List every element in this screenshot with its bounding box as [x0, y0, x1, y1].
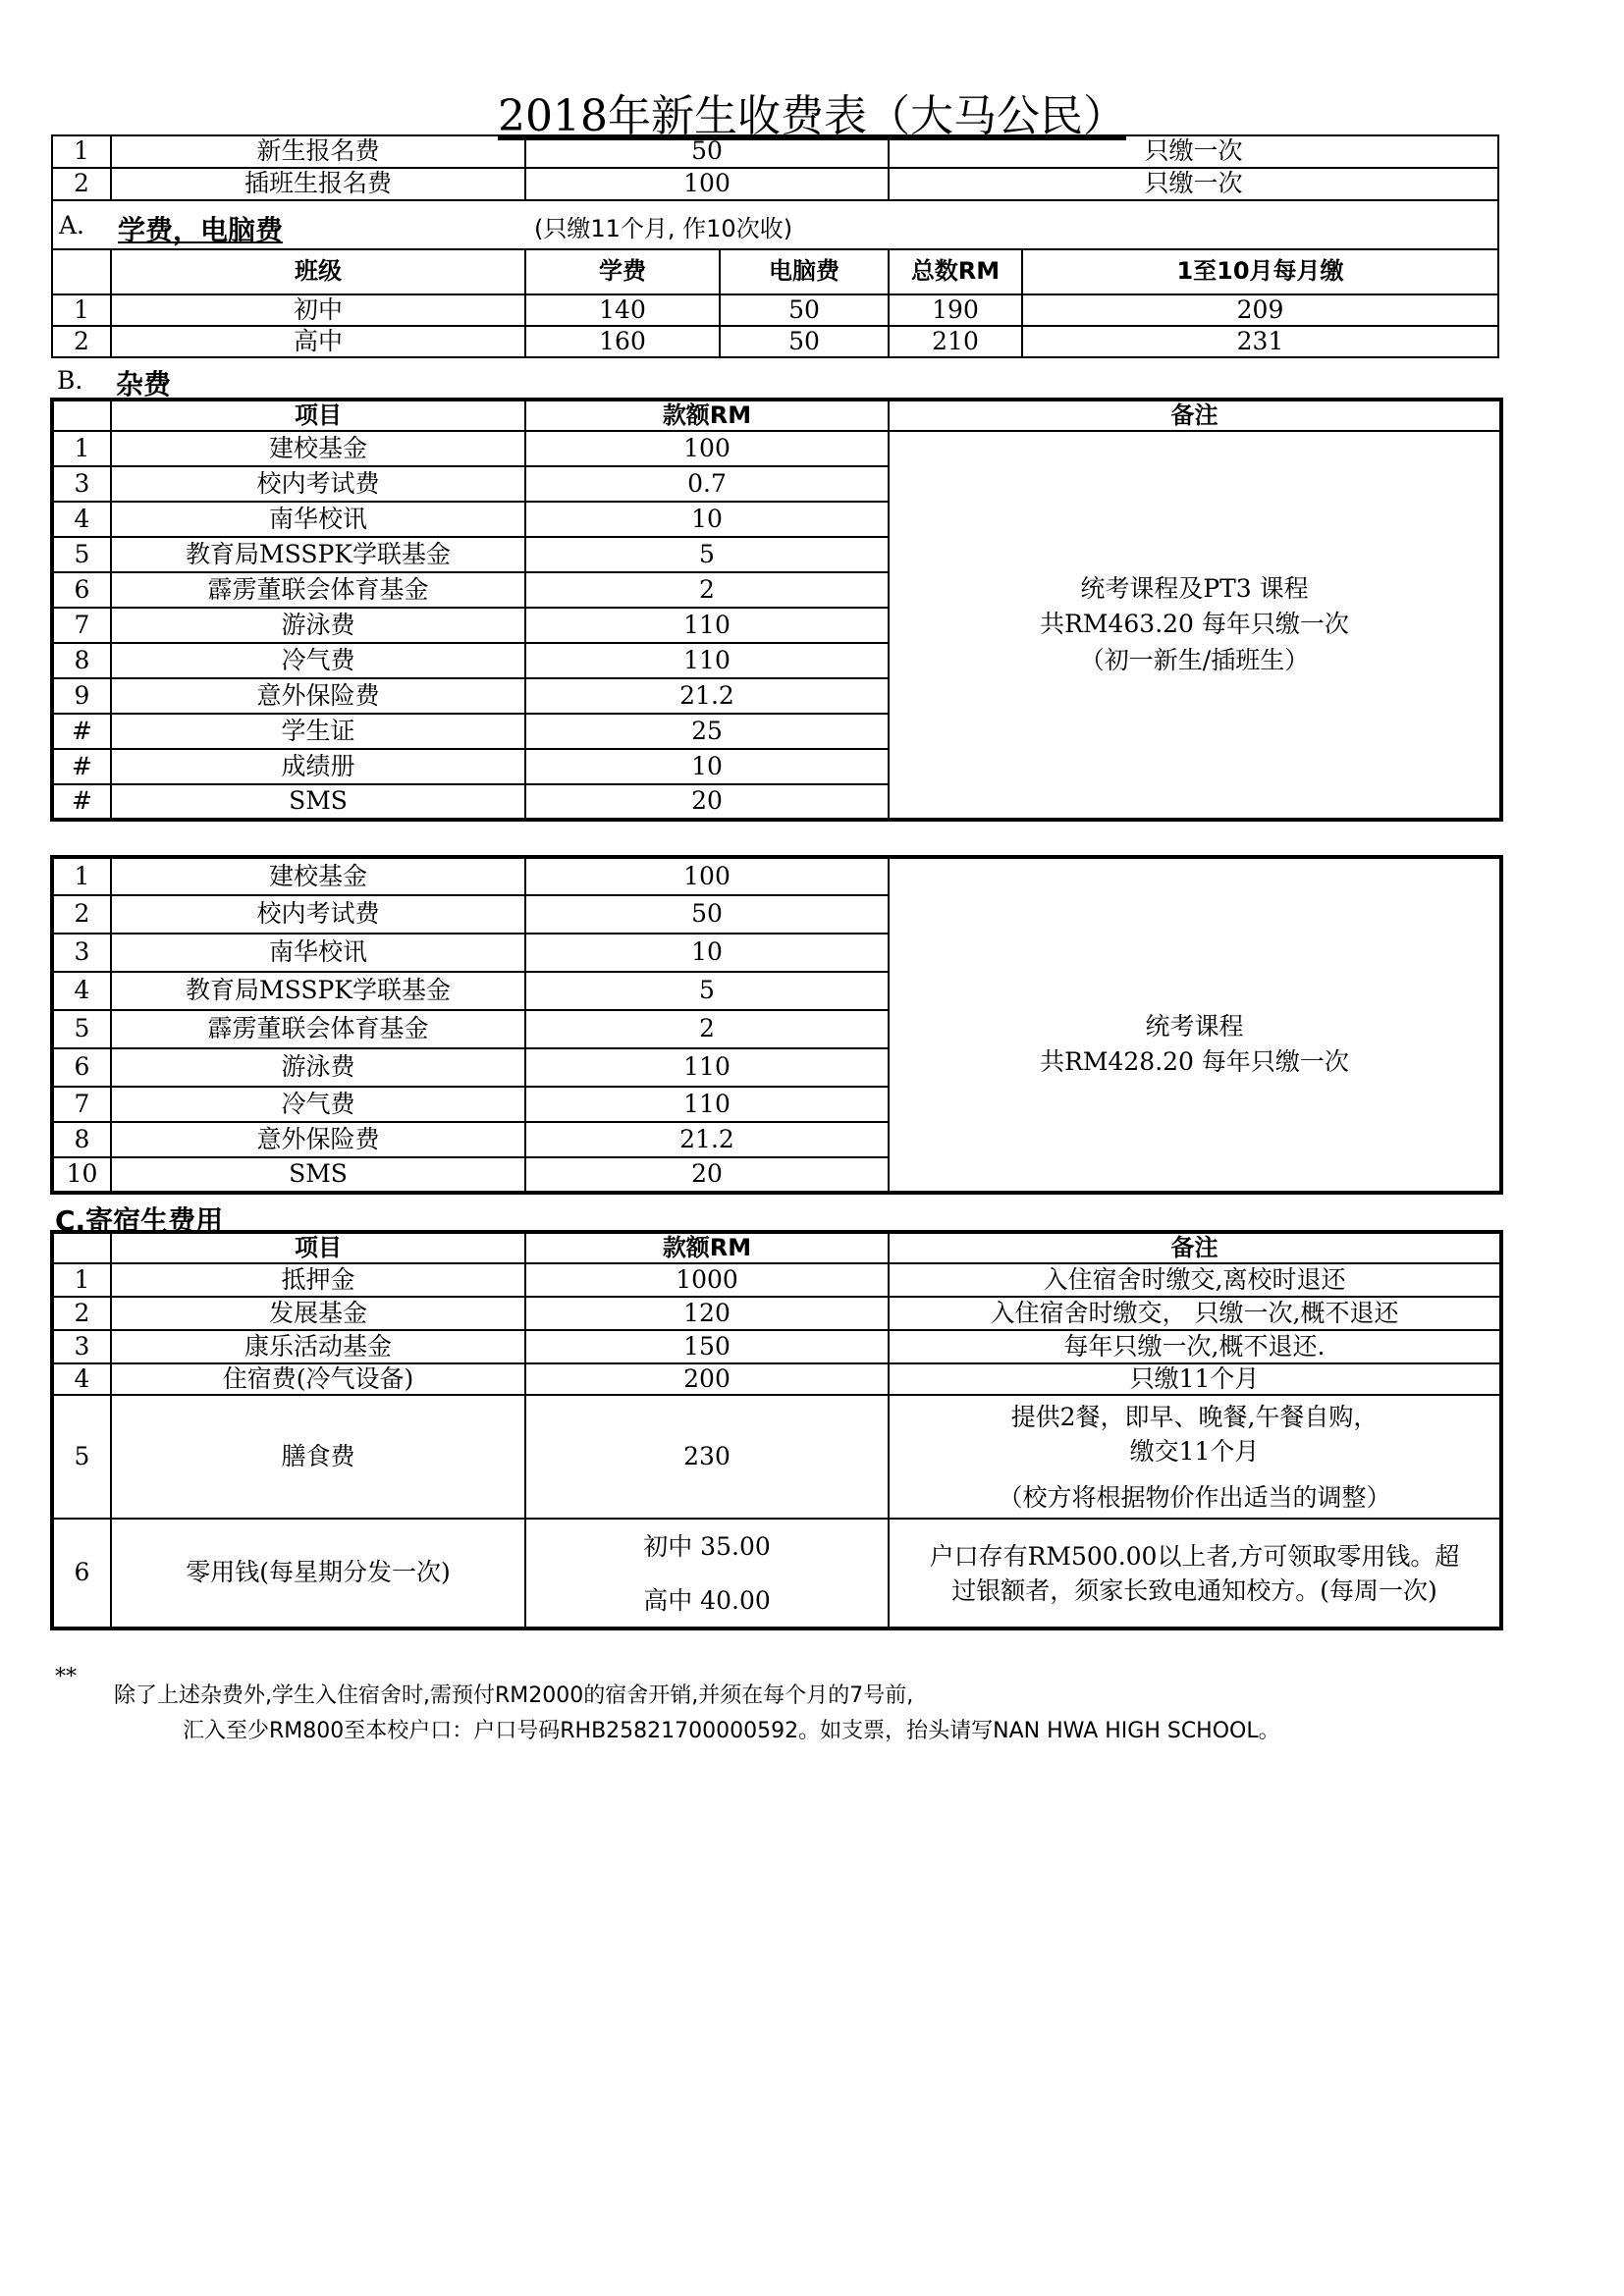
amount-line: 初中 35.00	[643, 1531, 771, 1561]
fee-item: 霹雳董联会体育基金	[111, 572, 525, 608]
row-number: 4	[52, 502, 111, 537]
fee-item: 冷气费	[111, 1087, 525, 1122]
misc-remark-2	[889, 857, 1501, 1193]
column-header: 项目	[111, 1232, 525, 1263]
fee-amount: 2	[525, 1010, 889, 1048]
fee-note: 只缴11个月	[889, 1363, 1501, 1395]
fee-item: 冷气费	[111, 643, 525, 678]
fee-item: 游泳费	[111, 1048, 525, 1087]
computer-fee: 50	[720, 326, 889, 357]
empty-header-cell	[52, 249, 111, 294]
header-row	[52, 1232, 1501, 1263]
fee-note: 入住宿舍时缴交,离校时退还	[889, 1263, 1501, 1297]
tuition-table	[51, 248, 1499, 358]
fee-item: 住宿费(冷气设备)	[111, 1363, 525, 1395]
column-header: 备注	[889, 1232, 1501, 1263]
empty-header-cell	[52, 1232, 111, 1263]
fee-amount: 50	[525, 135, 889, 168]
fee-item: 南华校讯	[111, 934, 525, 972]
section-a-subtitle: (只缴11个月, 作10次收)	[534, 215, 793, 242]
column-header: 班级	[111, 249, 525, 294]
row-number: 2	[52, 168, 111, 200]
row-number: 1	[52, 294, 111, 326]
misc-fee-table-1	[50, 398, 1503, 822]
fee-amount: 200	[525, 1363, 889, 1395]
header-row	[52, 400, 1501, 431]
fee-item: 南华校讯	[111, 502, 525, 537]
fee-item: SMS	[111, 1157, 525, 1193]
total-fee: 190	[889, 294, 1022, 326]
footnote-line-1: 除了上述杂费外,学生入住宿舍时,需预付RM2000的宿舍开销,并须在每个月的7号前,	[114, 1683, 914, 1708]
fee-amount: 110	[525, 643, 889, 678]
note-line: 提供2餐，即早、晚餐,午餐自购，	[1010, 1402, 1379, 1431]
class-level: 初中	[111, 294, 525, 326]
fee-item: 教育局MSSPK学联基金	[111, 972, 525, 1010]
fee-amount: 110	[525, 1048, 889, 1087]
fee-amount	[525, 1519, 889, 1629]
row-number: 2	[52, 1297, 111, 1330]
note-line: 户口存有RM500.00以上者,方可领取零用钱。超	[929, 1541, 1460, 1571]
empty-header-cell	[52, 400, 111, 431]
page-title: 2018年新生收费表（大马公民）	[498, 91, 1126, 141]
fee-amount: 110	[525, 1087, 889, 1122]
row-number: 3	[52, 466, 111, 502]
section-c-title: C.寄宿生费用	[55, 1204, 224, 1237]
remark-line: 统考课程	[1145, 1011, 1244, 1041]
fee-amount: 230	[525, 1395, 889, 1519]
fee-amount: 110	[525, 608, 889, 643]
table-row	[52, 1263, 1501, 1297]
row-number: 3	[52, 1330, 111, 1363]
section-a-title: 学费，电脑费	[118, 214, 284, 246]
row-number: 5	[52, 537, 111, 572]
fee-amount: 2	[525, 572, 889, 608]
column-header: 1至10月每月缴	[1022, 249, 1498, 294]
fee-note: 只缴一次	[889, 135, 1498, 168]
row-number: 5	[52, 1395, 111, 1519]
fee-item: 意外保险费	[111, 678, 525, 714]
tuition-fee: 140	[525, 294, 720, 326]
table-row	[52, 135, 1498, 168]
fee-amount: 20	[525, 784, 889, 820]
table-row	[52, 857, 1501, 895]
fee-item: SMS	[111, 784, 525, 820]
row-number: 4	[52, 1363, 111, 1395]
table-row	[52, 294, 1498, 326]
row-number: 8	[52, 643, 111, 678]
row-number: #	[52, 749, 111, 784]
fee-item: 抵押金	[111, 1263, 525, 1297]
fee-item: 霹雳董联会体育基金	[111, 1010, 525, 1048]
fee-item: 校内考试费	[111, 466, 525, 502]
row-number: 6	[52, 1519, 111, 1629]
note-line: 缴交11个月	[1129, 1436, 1260, 1466]
footnote-mark: **	[55, 1665, 77, 1689]
fee-amount: 21.2	[525, 678, 889, 714]
fee-item: 发展基金	[111, 1297, 525, 1330]
fee-note	[889, 1519, 1501, 1629]
computer-fee: 50	[720, 294, 889, 326]
fee-amount: 100	[525, 168, 889, 200]
fee-item: 新生报名费	[111, 135, 525, 168]
fee-item: 膳食费	[111, 1395, 525, 1519]
fee-note: 每年只缴一次,概不退还.	[889, 1330, 1501, 1363]
fee-note	[889, 1395, 1501, 1519]
registration-table	[51, 134, 1499, 201]
tuition-fee: 160	[525, 326, 720, 357]
section-b-title: 杂费	[116, 368, 172, 400]
row-number: 7	[52, 608, 111, 643]
fee-amount: 10	[525, 934, 889, 972]
fee-amount: 25	[525, 714, 889, 749]
fee-amount: 10	[525, 502, 889, 537]
footnote-line-2: 汇入至少RM800至本校户口：户口号码RHB25821700000592。如支票，抬头请写NAN HWA HIGH SCHOOL。	[183, 1719, 1280, 1743]
fee-item: 零用钱(每星期分发一次)	[111, 1519, 525, 1629]
remark-line: 共RM428.20 每年只缴一次	[1040, 1047, 1349, 1076]
fee-item: 学生证	[111, 714, 525, 749]
fee-item: 建校基金	[111, 431, 525, 466]
row-number: 1	[52, 1263, 111, 1297]
row-number: 2	[52, 326, 111, 357]
fee-amount: 0.7	[525, 466, 889, 502]
total-fee: 210	[889, 326, 1022, 357]
column-header: 电脑费	[720, 249, 889, 294]
remark-line: 统考课程及PT3 课程	[1080, 574, 1309, 604]
fee-amount: 21.2	[525, 1122, 889, 1157]
fee-amount: 50	[525, 895, 889, 934]
row-number: #	[52, 784, 111, 820]
misc-fee-table-2	[50, 855, 1503, 1195]
fee-item: 康乐活动基金	[111, 1330, 525, 1363]
fee-item: 插班生报名费	[111, 168, 525, 200]
table-row	[52, 1519, 1501, 1629]
table-row	[52, 1330, 1501, 1363]
fee-item: 建校基金	[111, 857, 525, 895]
fee-amount: 10	[525, 749, 889, 784]
monthly-fee: 209	[1022, 294, 1498, 326]
row-number: 6	[52, 572, 111, 608]
misc-remark-1	[889, 431, 1501, 820]
table-row	[52, 1297, 1501, 1330]
row-number: 7	[52, 1087, 111, 1122]
fee-amount: 100	[525, 431, 889, 466]
fee-amount: 1000	[525, 1263, 889, 1297]
row-number: 5	[52, 1010, 111, 1048]
fee-item: 校内考试费	[111, 895, 525, 934]
header-row	[52, 249, 1498, 294]
fee-note: 只缴一次	[889, 168, 1498, 200]
section-a-header	[51, 199, 1499, 248]
fee-item: 游泳费	[111, 608, 525, 643]
row-number: 10	[52, 1157, 111, 1193]
row-number: 6	[52, 1048, 111, 1087]
table-row	[52, 1363, 1501, 1395]
fee-amount: 20	[525, 1157, 889, 1193]
section-b-label: B.	[57, 366, 83, 395]
row-number: 9	[52, 678, 111, 714]
monthly-fee: 231	[1022, 326, 1498, 357]
row-number: 1	[52, 857, 111, 895]
fee-amount: 150	[525, 1330, 889, 1363]
fee-amount: 100	[525, 857, 889, 895]
note-line: （校方将根据物价作出适当的调整）	[998, 1482, 1391, 1512]
fee-amount: 5	[525, 972, 889, 1010]
fee-item: 意外保险费	[111, 1122, 525, 1157]
column-header: 总数RM	[889, 249, 1022, 294]
fee-item: 教育局MSSPK学联基金	[111, 537, 525, 572]
fee-item: 成绩册	[111, 749, 525, 784]
fee-amount: 120	[525, 1297, 889, 1330]
row-number: 1	[52, 431, 111, 466]
row-number: 3	[52, 934, 111, 972]
note-line: 过银额者，须家长致电通知校方。(每周一次)	[951, 1575, 1437, 1605]
column-header: 备注	[889, 400, 1501, 431]
boarding-fee-table	[50, 1230, 1503, 1630]
table-row	[52, 168, 1498, 200]
column-header: 款额RM	[525, 400, 889, 431]
fee-amount: 5	[525, 537, 889, 572]
row-number: 2	[52, 895, 111, 934]
column-header: 学费	[525, 249, 720, 294]
class-level: 高中	[111, 326, 525, 357]
amount-line: 高中 40.00	[643, 1585, 771, 1615]
row-number: 4	[52, 972, 111, 1010]
remark-line: 共RM463.20 每年只缴一次	[1040, 610, 1349, 639]
table-row	[52, 1395, 1501, 1519]
column-header: 款额RM	[525, 1232, 889, 1263]
section-a-label: A.	[59, 211, 85, 240]
column-header: 项目	[111, 400, 525, 431]
row-number: 8	[52, 1122, 111, 1157]
row-number: #	[52, 714, 111, 749]
fee-note: 入住宿舍时缴交， 只缴一次,概不退还	[889, 1297, 1501, 1330]
remark-line: （初一新生/插班生）	[1079, 645, 1310, 674]
row-number: 1	[52, 135, 111, 168]
table-row	[52, 326, 1498, 357]
table-row	[52, 431, 1501, 466]
